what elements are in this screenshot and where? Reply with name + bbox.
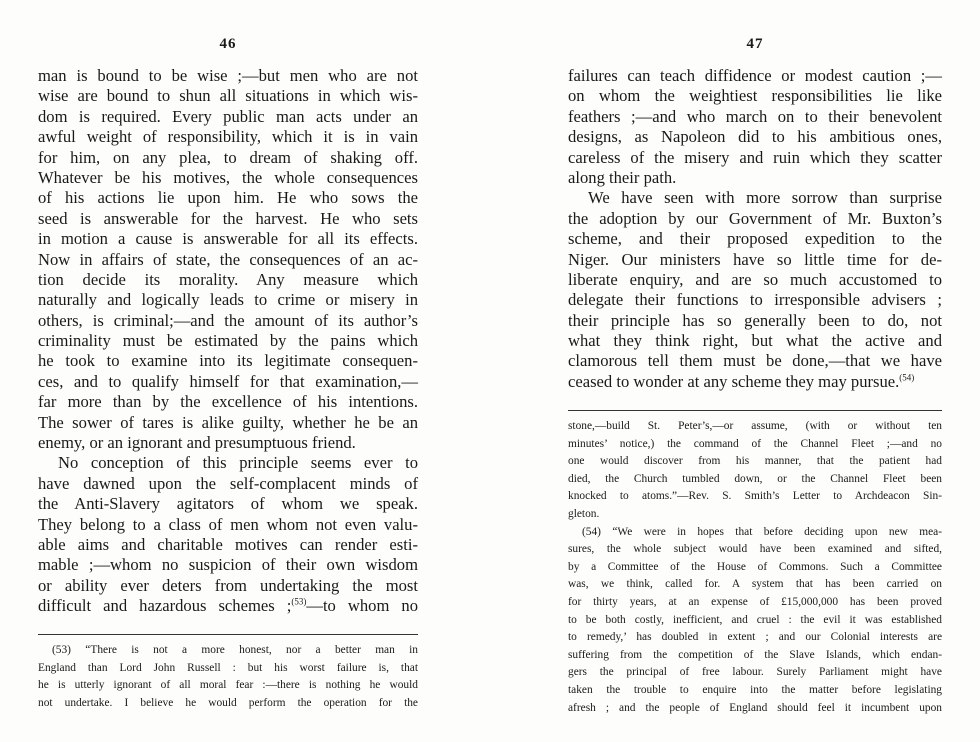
footnote-line: by a Committee of the House of Commons. Such a Committee (568, 560, 942, 573)
text-line: We have seen with more sorrow than surprise (588, 188, 942, 208)
text-line: have dawned upon the self-complacent minds of (38, 473, 418, 493)
text-line: the adoption by our Government of Mr. Buxton’s (568, 208, 942, 228)
text-line: liberate enquiry, and are so much accustomed to (568, 269, 942, 289)
footnote-line: he is utterly ignorant of all moral fear :—there is nothing he would (38, 679, 418, 692)
text-line: naturally and logically leads to crime or misery in (38, 290, 418, 310)
text-line: feathers ;—and who march on to their benevolent (568, 106, 942, 126)
footnote-line: knocked to atoms.”—Rev. S. Smith’s Letter to Archdeacon Sin- (568, 490, 942, 503)
text-line: on whom the weightiest responsibilities lie like (568, 86, 942, 106)
footnote-line: for thirty years, at an expense of £15,000,000 has been proved (568, 595, 942, 608)
text-line (38, 596, 418, 616)
text-line: the Anti-Slavery agitators of whom we speak. (38, 494, 418, 514)
text-line: their principle has so generally been to do, not (568, 310, 942, 330)
text-line: in motion a cause is answerable for all its effects. (38, 229, 418, 249)
footnote-line: to be both costly, inefficient, and cruel : the evil it was established (568, 613, 942, 626)
text-line: tion decide its morality. Any measure which (38, 269, 418, 289)
footnotes (568, 418, 942, 717)
text-line (568, 372, 942, 392)
text-line: dom is required. Every public man acts under an (38, 106, 418, 126)
footnote-ref[interactable]: (54) (899, 372, 915, 383)
footnote-ref[interactable]: (53) (291, 596, 307, 607)
text-line: what they think right, but what the active and (568, 331, 942, 351)
footnote-line: was, we think, called for. A system that has been carried on (568, 578, 942, 591)
body-text (38, 66, 418, 617)
text-line: along their path. (568, 167, 677, 187)
text-line: ces, and to qualify himself for that examination,— (38, 371, 418, 391)
footnote-line: afresh ; and the people of England should feel it incumbent upon (568, 701, 942, 714)
footnote-divider (38, 634, 418, 635)
footnote-line: sures, the whole subject would have been examined and sifted, (568, 543, 942, 556)
footnote-line: gleton. (568, 507, 600, 520)
footnote-line: one would discover from his manner, that the patient had (568, 455, 942, 468)
text-line: of his actions lie upon him. He who sows the (38, 188, 418, 208)
text-line: careless of the misery and ruin which they scatter (568, 147, 942, 167)
text-line: Whatever be his motives, the whole consequences (38, 167, 418, 187)
text-line: enemy, or an ignorant and presumptuous friend. (38, 433, 356, 453)
footnote-line: to remedy,’ has doubled in extent ; and our Colonial interests are (568, 631, 942, 644)
text-line: Now in affairs of state, the consequences of an ac- (38, 249, 418, 269)
footnote-line: (53) “There is not a more honest, nor a better man in (52, 644, 418, 656)
text-line: clamorous tell them must be done,—that we have (568, 351, 942, 371)
text-line: awful weight of responsibility, which it is in vain (38, 127, 418, 147)
footnote-line: taken the trouble to enquire into the matter before legislating (568, 683, 942, 696)
text-fragment: —to whom no (306, 596, 418, 616)
text-line: delegate their functions to irresponsible advisers ; (568, 290, 942, 310)
footnote-line: England than Lord John Russell : but his worst failure is, that (38, 661, 418, 674)
text-line: seed is answerable for the harvest. He who sets (38, 208, 418, 228)
text-line: failures can teach diffidence or modest caution ;— (568, 66, 942, 85)
footnote-line: suffering from the competition of the Slave Islands, which endan- (568, 648, 942, 661)
body-text (568, 66, 942, 392)
text-line: No conception of this principle seems ever to (58, 453, 418, 473)
text-line: others, is criminal;—and the amount of its author’s (38, 310, 418, 330)
text-line: able aims and charitable motives can render esti- (38, 534, 418, 554)
text-line: scheme, and their proposed expedition to the (568, 229, 942, 249)
text-line: wise are bound to shun all situations in which wis- (38, 86, 418, 106)
text-line: for him, on any plea, to dream of shaking off. (38, 147, 418, 167)
text-line: They belong to a class of men whom not even valu- (38, 514, 418, 534)
footnote-line: not undertake. I believe he would perform the operation for the (38, 696, 418, 709)
text-line: man is bound to be wise ;—but men who are not (38, 66, 418, 85)
text-line: mable ;—whom no suspicion of their own wisdom (38, 555, 418, 575)
text-line: criminality must be estimated by the pains which (38, 331, 418, 351)
footnote-line: died, the Church tumbled down, or the Channel Fleet been (568, 472, 942, 485)
text-fragment: difficult and hazardous schemes ; (38, 596, 292, 616)
text-line: The sower of tares is alike guilty, whether he be an (38, 412, 418, 432)
footnote-line: stone,—build St. Peter’s,—or assume, (with or without ten (568, 420, 942, 432)
footnote-line: minutes’ notice,) the command of the Channel Fleet ;—and no (568, 437, 942, 450)
page-number: 47 (746, 36, 764, 52)
page-number: 46 (219, 36, 237, 52)
footnote-divider (568, 410, 942, 411)
text-fragment: ceased to wonder at any scheme they may pursue. (568, 371, 900, 391)
footnote-line: gers the principal of free labour. Surely Parliament might have (568, 666, 942, 679)
text-line: Niger. Our ministers have so little time for de- (568, 249, 942, 269)
text-line: far more than by the excellence of his intentions. (38, 392, 418, 412)
text-line: or ability ever deters from undertaking the most (38, 575, 418, 595)
footnotes (38, 642, 418, 712)
text-line: he took to examine into its legitimate consequen- (38, 351, 418, 371)
text-line: designs, as Napoleon did to his ambitious ones, (568, 127, 942, 147)
footnote-line: (54) “We were in hopes that before deciding upon new mea- (582, 525, 942, 538)
